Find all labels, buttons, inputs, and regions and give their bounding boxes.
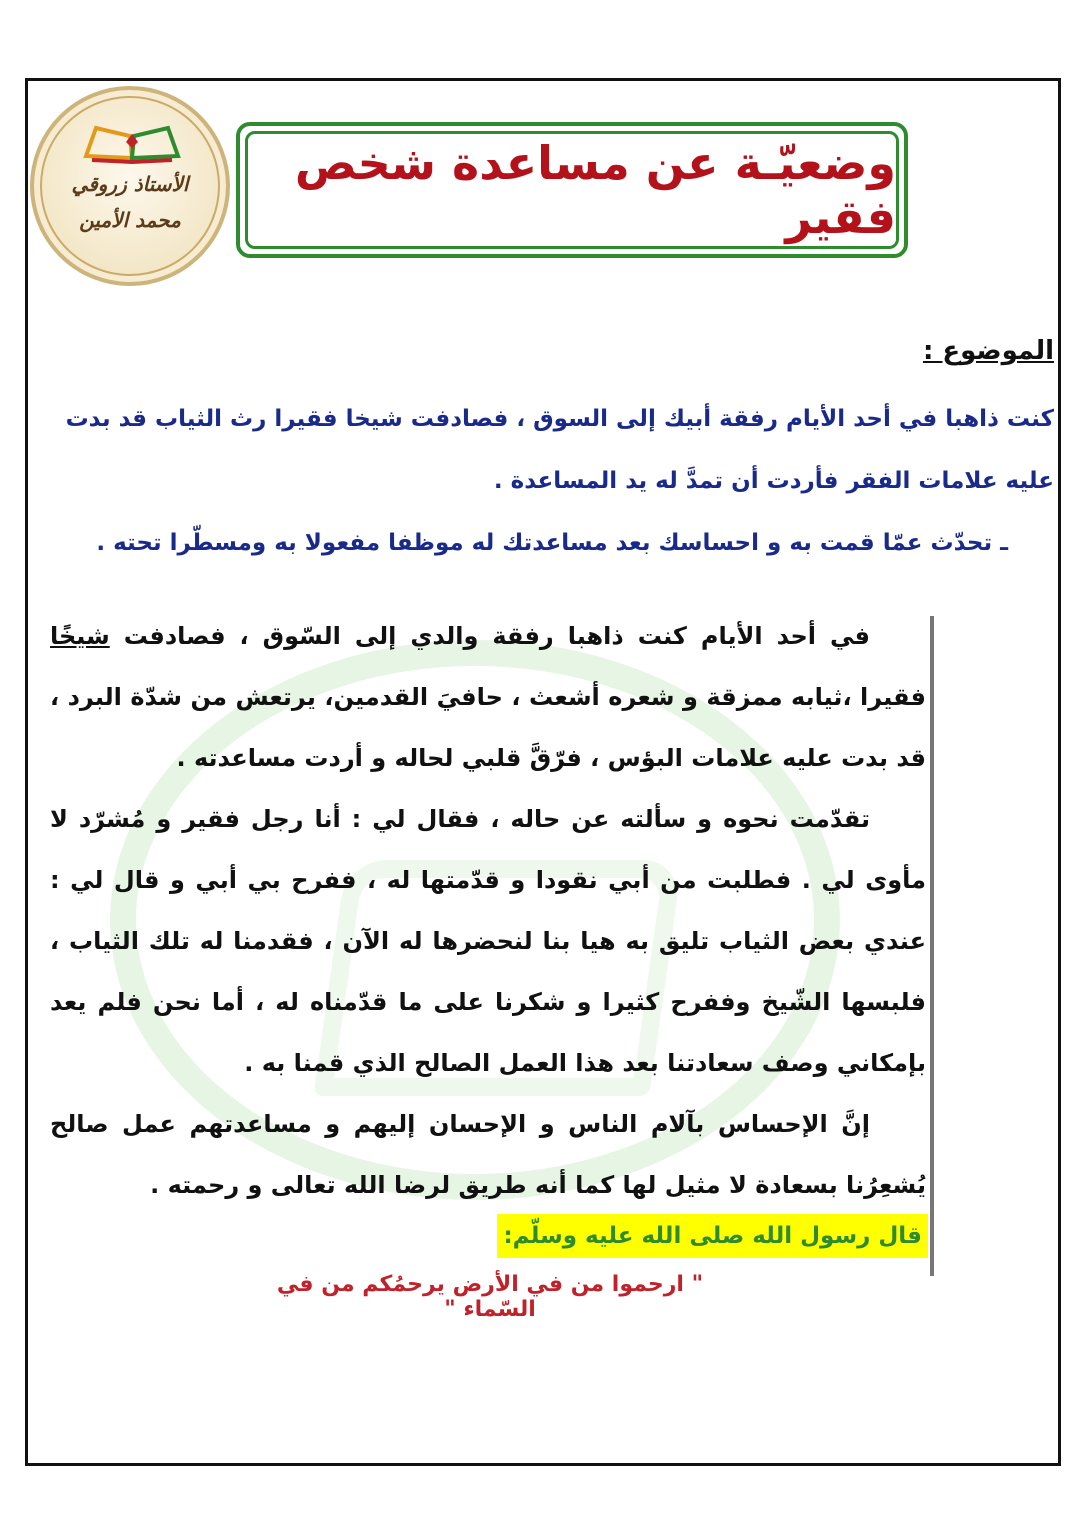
book-logo-icon bbox=[82, 120, 182, 165]
title-frame bbox=[236, 122, 908, 258]
hadith-intro: قال رسول الله صلى الله عليه وسلّم: bbox=[497, 1214, 928, 1258]
logo-name-line1: الأستاذ زروقي bbox=[71, 172, 189, 196]
answer-paragraph-1 bbox=[50, 606, 926, 789]
answer-p1-start: في أحد الأيام كنت ذاهبا رفقة والدي إلى السّوق ، فصادفت bbox=[109, 622, 870, 650]
title-inner-frame bbox=[245, 131, 899, 249]
hadith-intro-wrap bbox=[497, 1214, 928, 1258]
topic-instruction: ـ تحدّث عمّا قمت به و احساسك بعد مساعدتك له موظفا مفعولا به ومسطّرا تحته . bbox=[96, 530, 1008, 556]
topic-paragraph: كنت ذاهبا في أحد الأيام رفقة أبيك إلى السوق ، فصادفت شيخا فقيرا رث الثياب قد بدت عليه علامات الفقر فأردت أن تمدَّ له يد المساعدة . bbox=[65, 406, 1054, 494]
answer-paragraph-3: إنَّ الإحساس بآلام الناس و الإحسان إليهم و مساعدتهم عمل صالح يُشعِرُنا بسعادة لا مثيل لها كما أنه طريق لرضا الله تعالى و رحمته . bbox=[50, 1110, 926, 1199]
underlined-object: شيخًا bbox=[50, 622, 110, 650]
answer-p1-end: فقيرا ،ثيابه ممزقة و شعره أشعث ، حافيَ القدمين، يرتعش من شدّة البرد ، قد بدت عليه علامات البؤس ، فرّقَّ قلبي لحاله و أردت مساعدته . bbox=[50, 683, 926, 772]
logo-name-line2: محمد الأمين bbox=[79, 208, 181, 232]
answer-side-bar bbox=[930, 616, 934, 1276]
topic-label: الموضوع : bbox=[922, 336, 1054, 366]
answer-paragraph-2: تقدّمت نحوه و سألته عن حاله ، فقال لي : أنا رجل فقير و مُشرّد لا مأوى لي . فطلبت من أبي نقودا و قدّمتها له ، ففرح بي أبي و قال لي : عندي بعض الثياب تليق به هيا بنا لنحضرها له الآن ، فقدمنا له تلك الثياب ، فلبسها الشّيخ وففرح كثيرا و شكرنا على ما قدّمناه له ، أما نحن فلم يعد بإمكاني وصف سعادتنا بعد هذا العمل الصالح الذي قمنا به . bbox=[50, 805, 926, 1077]
page-title: وضعيّـة عن مساعدة شخص فقير bbox=[294, 136, 896, 244]
answer-text bbox=[50, 606, 926, 1216]
author-logo bbox=[30, 86, 230, 286]
hadith-quote: " ارحموا من في الأرض يرحمُكم من في السّماء " bbox=[276, 1272, 704, 1322]
